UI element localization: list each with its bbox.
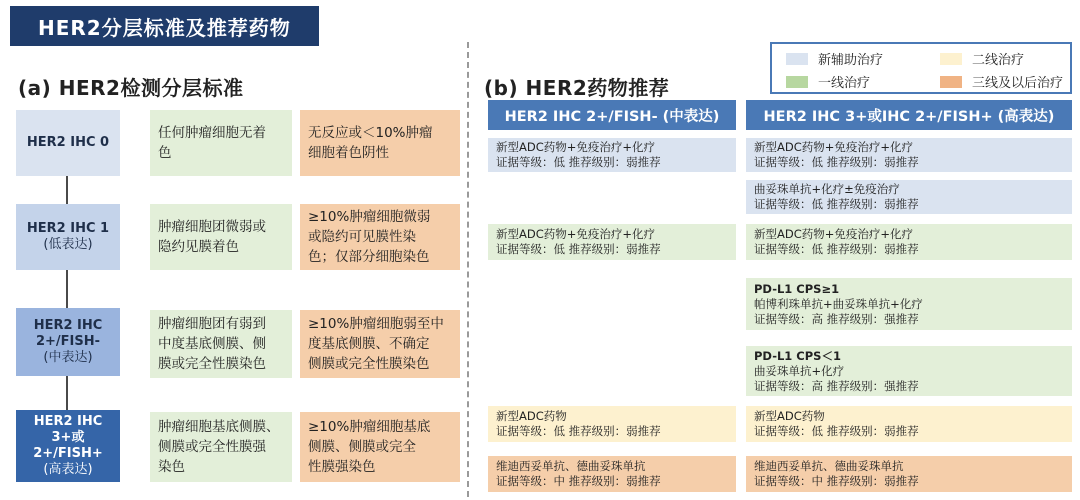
- column-header-mid: HER2 IHC 2+/FISH- (中表达): [488, 100, 736, 130]
- rec-mid-third-line: 维迪西妥单抗、德曲妥珠单抗 证据等级：中 推荐级别：弱推荐: [488, 456, 736, 492]
- legend-third-line: 三线及以后治疗: [940, 72, 1063, 91]
- section-a-title: (a) HER2检测分层标准: [18, 76, 244, 100]
- legend-swatch: [940, 76, 962, 88]
- rec-high-neoadjuvant-2: 曲妥珠单抗+化疗±免疫治疗 证据等级：低 推荐级别：弱推荐: [746, 180, 1072, 214]
- result-ihc0: 无反应或＜10%肿瘤 细胞着色阴性: [300, 110, 460, 176]
- level-ihc3: HER2 IHC 3+或 2+/FISH+ (高表达): [16, 410, 120, 482]
- legend: [770, 42, 1072, 94]
- section-divider: [467, 42, 469, 497]
- level-ihc2-fish-neg: HER2 IHC 2+/FISH- (中表达): [16, 308, 120, 376]
- rec-high-first-line-2: PD-L1 CPS≥1 帕博利珠单抗+曲妥珠单抗+化疗 证据等级：高 推荐级别：强推荐: [746, 278, 1072, 330]
- staining-ihc3: 肿瘤细胞基底侧膜、 侧膜或完全性膜强 染色: [150, 412, 292, 482]
- staining-ihc1: 肿瘤细胞团微弱或 隐约见膜着色: [150, 204, 292, 270]
- legend-neoadjuvant: 新辅助治疗: [786, 49, 883, 68]
- rec-high-second-line: 新型ADC药物 证据等级：低 推荐级别：弱推荐: [746, 406, 1072, 442]
- rec-high-first-line-3: PD-L1 CPS＜1 曲妥珠单抗+化疗 证据等级：高 推荐级别：强推荐: [746, 346, 1072, 396]
- rec-mid-first-line: 新型ADC药物+免疫治疗+化疗 证据等级：低 推荐级别：弱推荐: [488, 224, 736, 260]
- level-ihc1: HER2 IHC 1 (低表达): [16, 204, 120, 270]
- result-ihc3: ≥10%肿瘤细胞基底 侧膜、侧膜或完全 性膜强染色: [300, 412, 460, 482]
- result-ihc1: ≥10%肿瘤细胞微弱 或隐约可见膜性染 色；仅部分细胞染色: [300, 204, 460, 270]
- legend-swatch: [786, 53, 808, 65]
- rec-high-first-line-1: 新型ADC药物+免疫治疗+化疗 证据等级：低 推荐级别：弱推荐: [746, 224, 1072, 260]
- legend-swatch: [940, 53, 962, 65]
- staining-ihc2: 肿瘤细胞团有弱到 中度基底侧膜、侧 膜或完全性膜染色: [150, 310, 292, 378]
- legend-first-line: 一线治疗: [786, 72, 870, 91]
- level-ihc0: HER2 IHC 0: [16, 110, 120, 176]
- rec-mid-neoadjuvant: 新型ADC药物+免疫治疗+化疗 证据等级：低 推荐级别：弱推荐: [488, 138, 736, 172]
- rec-mid-second-line: 新型ADC药物 证据等级：低 推荐级别：弱推荐: [488, 406, 736, 442]
- rec-high-third-line: 维迪西妥单抗、德曲妥珠单抗 证据等级：中 推荐级别：弱推荐: [746, 456, 1072, 492]
- section-b-title: (b) HER2药物推荐: [484, 76, 670, 100]
- page-title: HER2分层标准及推荐药物: [10, 6, 319, 46]
- legend-swatch: [786, 76, 808, 88]
- result-ihc2: ≥10%肿瘤细胞弱至中 度基底侧膜、不确定 侧膜或完全性膜染色: [300, 310, 460, 378]
- rec-high-neoadjuvant-1: 新型ADC药物+免疫治疗+化疗 证据等级：低 推荐级别：弱推荐: [746, 138, 1072, 172]
- legend-second-line: 二线治疗: [940, 49, 1024, 68]
- column-header-high: HER2 IHC 3+或IHC 2+/FISH+ (高表达): [746, 100, 1072, 130]
- staining-ihc0: 任何肿瘤细胞无着 色: [150, 110, 292, 176]
